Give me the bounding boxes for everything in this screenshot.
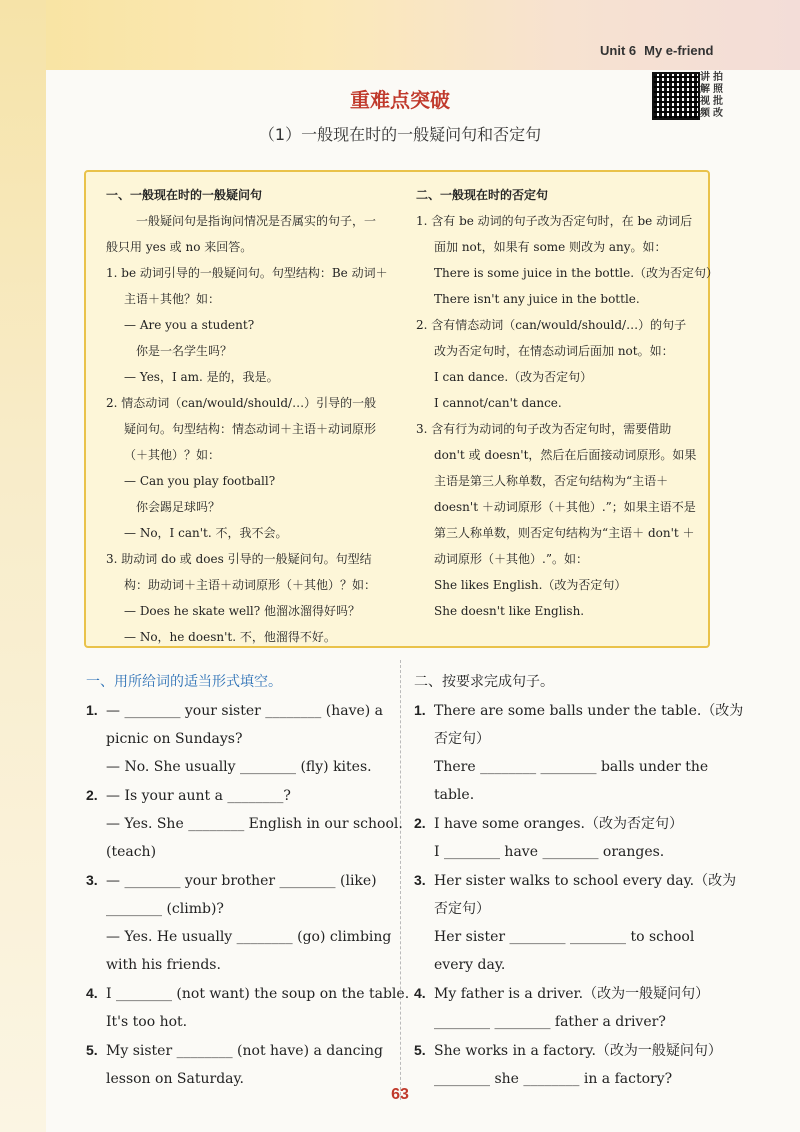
exercise-line [86,838,392,866]
page-left-strip [0,0,46,1132]
knowledge-line: — Can you play football? [124,474,276,488]
question-text[interactable]: ________ she ________ in a factory? [434,1071,673,1087]
knowledge-line: 主语＋其他？如： [124,292,221,306]
exercise-line [414,895,724,923]
knowledge-right-column [416,182,719,624]
question-number: 4. [86,985,98,1001]
exercise-line [414,951,724,979]
exercise-line [414,1036,724,1065]
exercise-line [414,838,724,866]
knowledge-line: 般只用 yes 或 no 来回答。 [106,240,253,254]
question-number: 1. [86,702,98,718]
question-text[interactable]: — Yes. He usually ________ (go) climbing [106,929,392,945]
knowledge-line: She doesn't like English. [434,604,585,618]
knowledge-line: — No，I can't. 不，我不会。 [124,526,288,540]
question-text[interactable]: My sister ________ (not have) a dancing [106,1043,383,1059]
knowledge-line: — No，he doesn't. 不，他溜得不好。 [124,630,336,644]
knowledge-line: — Does he skate well? 他溜冰溜得好吗？ [124,604,360,618]
knowledge-line: don't 或 doesn't，然后在后面接动词原形。如果 [434,448,697,462]
knowledge-line: doesn't ＋动词原形（＋其他）.”；如果主语不是 [434,500,696,514]
question-number: 3. [86,872,98,888]
question-text[interactable]: I ________ (not want) the soup on the table. [106,986,410,1002]
knowledge-line: 1. be 动词引导的一般疑问句。句型结构：Be 动词＋ [106,266,388,280]
exercise-line [414,809,724,838]
exercise-line [86,979,410,1008]
qr-char: 批 [713,96,723,107]
qr-char: 照 [713,84,723,95]
knowledge-line: 2. 情态动词（can/would/should/…）引导的一般 [106,396,377,410]
question-text[interactable]: There are some balls under the table.（改为 [434,703,744,719]
qr-char: 解 [700,84,710,95]
knowledge-left-column [106,182,396,650]
question-number: 4. [414,985,426,1001]
exercise-line [86,725,392,753]
knowledge-line: 面加 not，如果有 some 则改为 any。如： [434,240,667,254]
question-text[interactable]: picnic on Sundays? [106,731,243,747]
knowledge-line: 改为否定句时，在情态动词后面加 not。如： [434,344,674,358]
exercise-line [86,696,392,725]
knowledge-line: I cannot/can't dance. [434,396,562,410]
exercise-line [86,951,392,979]
knowledge-box [84,170,719,648]
column-divider [400,660,401,1100]
exercise-line [86,810,403,838]
exercise-line [86,781,392,810]
question-text[interactable]: — Yes. She ________ English in our school. [106,816,403,832]
qr-char: 改 [713,108,723,119]
exercise-line [414,725,724,753]
knowledge-line: 构：助动词＋主语＋动词原形（＋其他）？如： [124,578,377,592]
page-number: 63 [391,1086,409,1103]
qr-char: 讲 [700,72,710,83]
knowledge-line: 一般疑问句是指询问情况是否属实的句子，一 [136,214,377,228]
question-text[interactable]: — Is your aunt a ________? [106,788,291,804]
question-text[interactable]: with his friends. [106,957,221,973]
question-text[interactable]: Her sister ________ ________ to school [434,929,695,945]
qr-char: 视 [700,96,710,107]
exercise-line [414,866,737,895]
knowledge-line: 动词原形（＋其他）.”。如： [434,552,588,566]
exercise-line [86,866,392,895]
knowledge-line: 你会踢足球吗？ [136,500,221,514]
exercise-line [414,923,724,951]
exercise-line [414,1008,724,1036]
page-subtitle: （1）一般现在时的一般疑问句和否定句 [258,125,542,144]
unit-number: Unit 6 [600,42,637,58]
exercise-fill-blanks-title: 一、用所给词的适当形式填空。 [86,674,282,690]
knowledge-line: （＋其他）？如： [124,448,221,462]
question-text[interactable]: 否定句） [434,901,490,917]
question-number: 2. [86,787,98,803]
exercise-rewrite-title: 二、按要求完成句子。 [414,674,554,690]
exercise-line [414,781,724,809]
knowledge-heading: 一、一般现在时的一般疑问句 [106,188,263,202]
qr-char: 频 [700,108,710,119]
question-text[interactable]: I ________ have ________ oranges. [434,844,665,860]
question-number: 2. [414,815,426,831]
knowledge-line: 3. 助动词 do 或 does 引导的一般疑问句。句型结 [106,552,372,566]
exercise-line [414,753,724,781]
knowledge-line: 你是一名学生吗？ [136,344,233,358]
question-text[interactable]: Her sister walks to school every day.（改为 [434,873,737,889]
question-text[interactable]: table. [434,787,475,803]
question-text[interactable]: every day. [434,957,506,973]
question-text[interactable]: I have some oranges.（改为否定句） [434,816,683,832]
question-text[interactable]: — No. She usually ________ (fly) kites. [106,759,372,775]
question-number: 5. [414,1042,426,1058]
exercise-line [86,753,392,781]
unit-header [600,40,720,60]
question-text[interactable]: — ________ your sister ________ (have) a [106,703,384,719]
question-text[interactable]: ________ (climb)? [106,901,224,917]
exercise-line [414,979,724,1008]
knowledge-line: — Yes，I am. 是的，我是。 [124,370,279,384]
question-text[interactable]: 否定句） [434,731,490,747]
knowledge-line: 2. 含有情态动词（can/would/should/…）的句子 [416,318,687,332]
question-text[interactable]: (teach) [106,844,157,860]
question-text[interactable]: — ________ your brother ________ (like) [106,873,377,889]
knowledge-line: 疑问句。句型结构：情态动词＋主语＋动词原形 [124,422,377,436]
exercise-line [86,895,392,923]
knowledge-line: 第三人称单数，则否定句结构为“主语＋ don't ＋ [434,526,695,540]
unit-topic: My e-friend [644,42,714,58]
qr-char: 拍 [713,72,723,83]
knowledge-line: There is some juice in the bottle.（改为否定句） [434,266,719,280]
knowledge-line: 3. 含有行为动词的句子改为否定句时，需要借助 [416,422,672,436]
question-text[interactable]: My father is a driver.（改为一般疑问句） [434,986,710,1002]
exercise-fill-blanks [86,668,410,1093]
exercise-rewrite-sentences [414,668,744,1093]
question-text[interactable]: ________ ________ father a driver? [434,1014,666,1030]
exercise-line [86,923,392,951]
page-title: 重难点突破 [350,88,450,112]
question-text[interactable]: It's too hot. [106,1014,188,1030]
question-number: 1. [414,702,426,718]
knowledge-line: She likes English.（改为否定句） [434,578,627,592]
question-number: 5. [86,1042,98,1058]
exercise-line [86,1036,392,1065]
knowledge-line: 主语是第三人称单数，否定句结构为“主语＋ [434,474,669,488]
knowledge-line: There isn't any juice in the bottle. [434,292,640,306]
question-text[interactable]: lesson on Saturday. [106,1071,245,1087]
question-number: 3. [414,872,426,888]
exercise-line [414,696,744,725]
knowledge-heading: 二、一般现在时的否定句 [416,188,549,202]
knowledge-line: — Are you a student? [124,318,255,332]
knowledge-line: 1. 含有 be 动词的句子改为否定句时，在 be 动词后 [416,214,693,228]
question-text[interactable]: There ________ ________ balls under the [434,759,709,775]
question-text[interactable]: She works in a factory.（改为一般疑问句） [434,1043,722,1059]
knowledge-line: I can dance.（改为否定句） [434,370,593,384]
exercise-line [86,1008,392,1036]
